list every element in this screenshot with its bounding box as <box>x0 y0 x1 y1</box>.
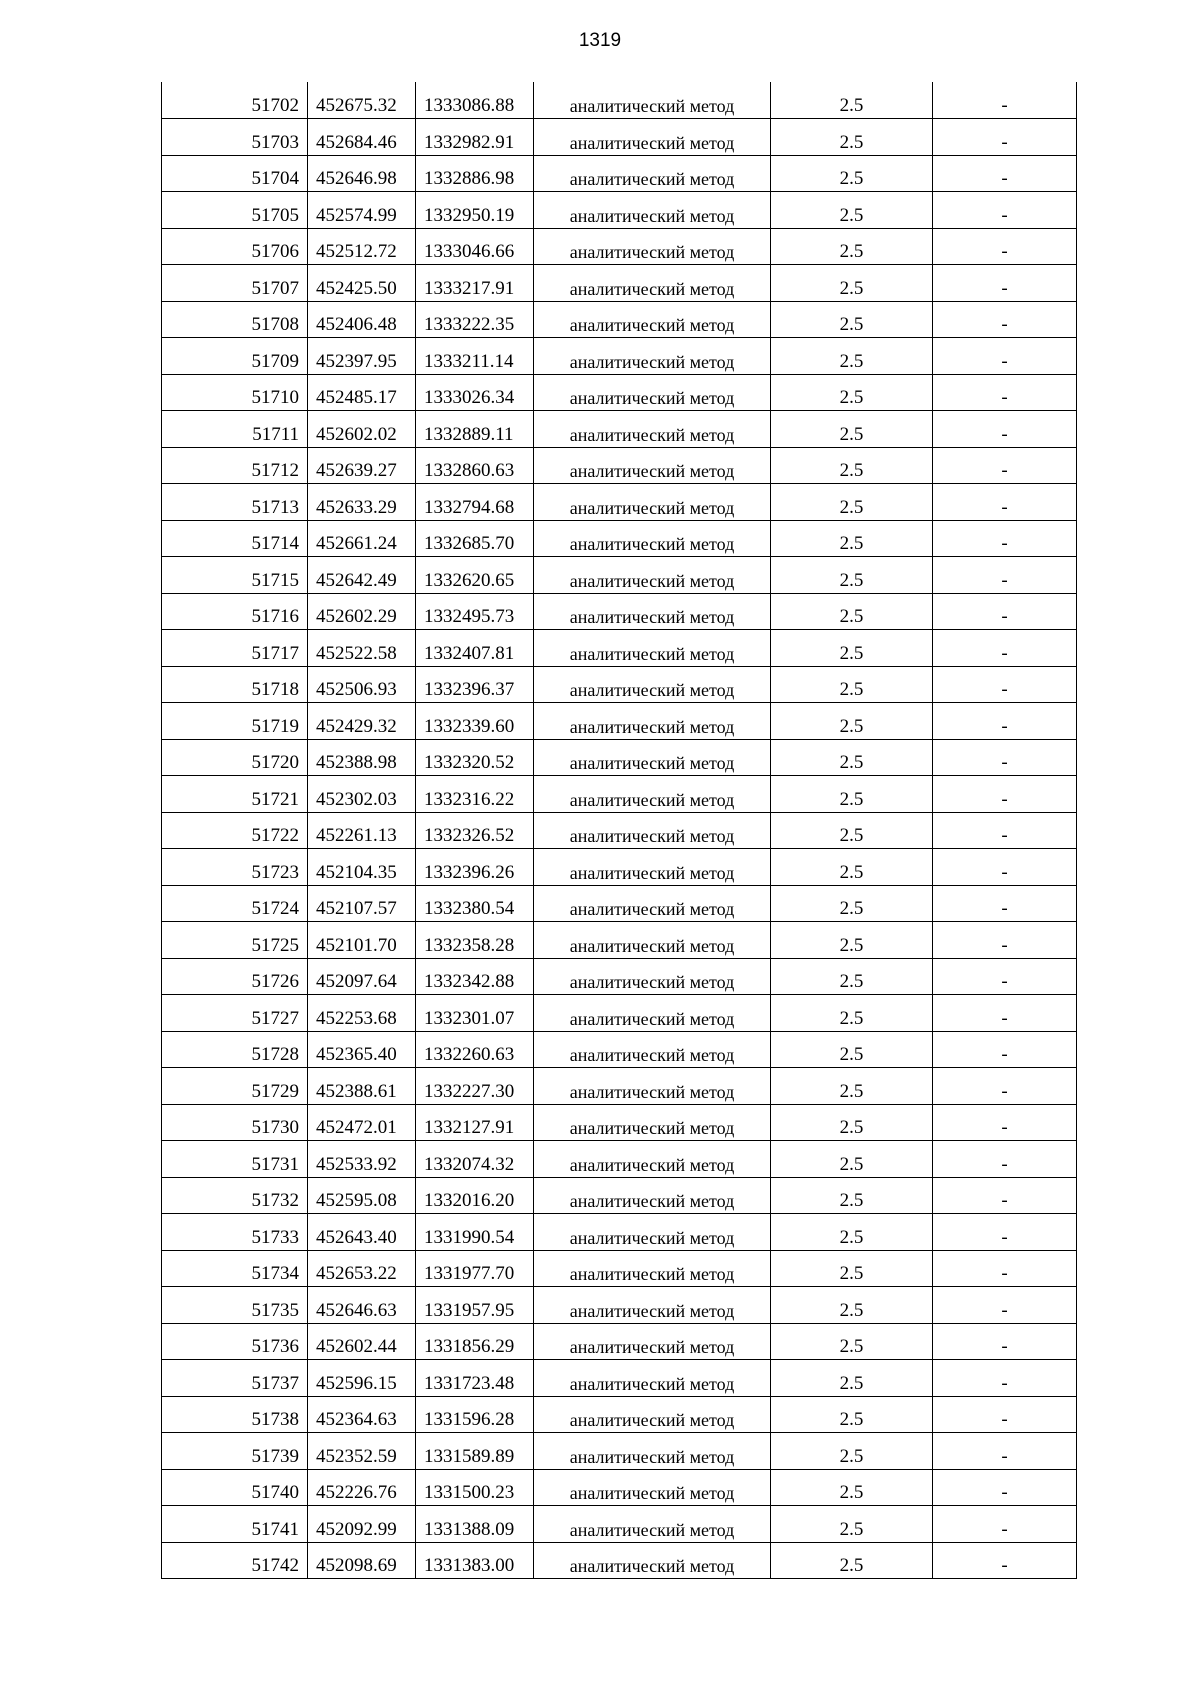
x-coordinate-cell: 452639.27 <box>308 447 416 484</box>
table-row <box>162 995 1077 1032</box>
point-number-cell: 51723 <box>162 849 308 886</box>
table-row <box>162 338 1077 375</box>
table-row <box>162 1396 1077 1433</box>
note-cell: - <box>933 630 1077 667</box>
point-number-cell: 51732 <box>162 1177 308 1214</box>
accuracy-cell: 2.5 <box>771 995 933 1032</box>
method-cell: аналитический метод <box>534 192 771 229</box>
x-coordinate-cell: 452352.59 <box>308 1433 416 1470</box>
accuracy-cell: 2.5 <box>771 1360 933 1397</box>
table-row <box>162 1031 1077 1068</box>
note-cell: - <box>933 593 1077 630</box>
point-number-cell: 51740 <box>162 1469 308 1506</box>
table-row <box>162 192 1077 229</box>
table-row <box>162 922 1077 959</box>
accuracy-cell: 2.5 <box>771 666 933 703</box>
point-number-cell: 51720 <box>162 739 308 776</box>
point-number-cell: 51726 <box>162 958 308 995</box>
table-row <box>162 1360 1077 1397</box>
y-coordinate-cell: 1333222.35 <box>416 301 534 338</box>
x-coordinate-cell: 452472.01 <box>308 1104 416 1141</box>
method-cell: аналитический метод <box>534 630 771 667</box>
table-row <box>162 265 1077 302</box>
point-number-cell: 51733 <box>162 1214 308 1251</box>
note-cell: - <box>933 411 1077 448</box>
point-number-cell: 51702 <box>162 82 308 119</box>
point-number-cell: 51724 <box>162 885 308 922</box>
accuracy-cell: 2.5 <box>771 484 933 521</box>
x-coordinate-cell: 452596.15 <box>308 1360 416 1397</box>
table-row <box>162 849 1077 886</box>
point-number-cell: 51725 <box>162 922 308 959</box>
x-coordinate-cell: 452429.32 <box>308 703 416 740</box>
method-cell: аналитический метод <box>534 155 771 192</box>
x-coordinate-cell: 452602.44 <box>308 1323 416 1360</box>
table-row <box>162 1542 1077 1579</box>
note-cell: - <box>933 739 1077 776</box>
table-row <box>162 557 1077 594</box>
method-cell: аналитический метод <box>534 1141 771 1178</box>
method-cell: аналитический метод <box>534 557 771 594</box>
y-coordinate-cell: 1332396.26 <box>416 849 534 886</box>
point-number-cell: 51715 <box>162 557 308 594</box>
method-cell: аналитический метод <box>534 995 771 1032</box>
accuracy-cell: 2.5 <box>771 593 933 630</box>
x-coordinate-cell: 452302.03 <box>308 776 416 813</box>
note-cell: - <box>933 703 1077 740</box>
table-row <box>162 1506 1077 1543</box>
y-coordinate-cell: 1333026.34 <box>416 374 534 411</box>
note-cell: - <box>933 338 1077 375</box>
y-coordinate-cell: 1333086.88 <box>416 82 534 119</box>
note-cell: - <box>933 1396 1077 1433</box>
note-cell: - <box>933 520 1077 557</box>
accuracy-cell: 2.5 <box>771 849 933 886</box>
y-coordinate-cell: 1331977.70 <box>416 1250 534 1287</box>
method-cell: аналитический метод <box>534 666 771 703</box>
method-cell: аналитический метод <box>534 922 771 959</box>
x-coordinate-cell: 452533.92 <box>308 1141 416 1178</box>
x-coordinate-cell: 452485.17 <box>308 374 416 411</box>
x-coordinate-cell: 452646.63 <box>308 1287 416 1324</box>
y-coordinate-cell: 1331957.95 <box>416 1287 534 1324</box>
x-coordinate-cell: 452092.99 <box>308 1506 416 1543</box>
table-row <box>162 630 1077 667</box>
table-row <box>162 1287 1077 1324</box>
x-coordinate-cell: 452602.29 <box>308 593 416 630</box>
point-number-cell: 51713 <box>162 484 308 521</box>
method-cell: аналитический метод <box>534 1214 771 1251</box>
note-cell: - <box>933 849 1077 886</box>
note-cell: - <box>933 192 1077 229</box>
x-coordinate-cell: 452397.95 <box>308 338 416 375</box>
accuracy-cell: 2.5 <box>771 411 933 448</box>
note-cell: - <box>933 265 1077 302</box>
y-coordinate-cell: 1332227.30 <box>416 1068 534 1105</box>
table-row <box>162 374 1077 411</box>
method-cell: аналитический метод <box>534 1542 771 1579</box>
method-cell: аналитический метод <box>534 119 771 156</box>
y-coordinate-cell: 1332339.60 <box>416 703 534 740</box>
method-cell: аналитический метод <box>534 776 771 813</box>
accuracy-cell: 2.5 <box>771 374 933 411</box>
table-row <box>162 1177 1077 1214</box>
x-coordinate-cell: 452364.63 <box>308 1396 416 1433</box>
accuracy-cell: 2.5 <box>771 1250 933 1287</box>
note-cell: - <box>933 995 1077 1032</box>
accuracy-cell: 2.5 <box>771 812 933 849</box>
y-coordinate-cell: 1332495.73 <box>416 593 534 630</box>
point-number-cell: 51717 <box>162 630 308 667</box>
y-coordinate-cell: 1332260.63 <box>416 1031 534 1068</box>
note-cell: - <box>933 1177 1077 1214</box>
accuracy-cell: 2.5 <box>771 1323 933 1360</box>
table-row <box>162 1214 1077 1251</box>
accuracy-cell: 2.5 <box>771 739 933 776</box>
y-coordinate-cell: 1331589.89 <box>416 1433 534 1470</box>
x-coordinate-cell: 452097.64 <box>308 958 416 995</box>
method-cell: аналитический метод <box>534 593 771 630</box>
table-row <box>162 739 1077 776</box>
point-number-cell: 51735 <box>162 1287 308 1324</box>
x-coordinate-cell: 452406.48 <box>308 301 416 338</box>
accuracy-cell: 2.5 <box>771 1141 933 1178</box>
note-cell: - <box>933 1542 1077 1579</box>
note-cell: - <box>933 666 1077 703</box>
y-coordinate-cell: 1332396.37 <box>416 666 534 703</box>
method-cell: аналитический метод <box>534 338 771 375</box>
table-row <box>162 1104 1077 1141</box>
method-cell: аналитический метод <box>534 739 771 776</box>
accuracy-cell: 2.5 <box>771 630 933 667</box>
note-cell: - <box>933 1433 1077 1470</box>
y-coordinate-cell: 1331990.54 <box>416 1214 534 1251</box>
accuracy-cell: 2.5 <box>771 447 933 484</box>
point-number-cell: 51742 <box>162 1542 308 1579</box>
x-coordinate-cell: 452675.32 <box>308 82 416 119</box>
table-row <box>162 301 1077 338</box>
table-row <box>162 776 1077 813</box>
table-row <box>162 411 1077 448</box>
table-row <box>162 703 1077 740</box>
point-number-cell: 51737 <box>162 1360 308 1397</box>
accuracy-cell: 2.5 <box>771 1469 933 1506</box>
y-coordinate-cell: 1332794.68 <box>416 484 534 521</box>
accuracy-cell: 2.5 <box>771 1031 933 1068</box>
y-coordinate-cell: 1332380.54 <box>416 885 534 922</box>
y-coordinate-cell: 1331596.28 <box>416 1396 534 1433</box>
accuracy-cell: 2.5 <box>771 1506 933 1543</box>
note-cell: - <box>933 1506 1077 1543</box>
x-coordinate-cell: 452633.29 <box>308 484 416 521</box>
x-coordinate-cell: 452646.98 <box>308 155 416 192</box>
accuracy-cell: 2.5 <box>771 338 933 375</box>
x-coordinate-cell: 452642.49 <box>308 557 416 594</box>
method-cell: аналитический метод <box>534 1433 771 1470</box>
method-cell: аналитический метод <box>534 484 771 521</box>
method-cell: аналитический метод <box>534 958 771 995</box>
accuracy-cell: 2.5 <box>771 155 933 192</box>
y-coordinate-cell: 1331388.09 <box>416 1506 534 1543</box>
x-coordinate-cell: 452261.13 <box>308 812 416 849</box>
y-coordinate-cell: 1332127.91 <box>416 1104 534 1141</box>
note-cell: - <box>933 1214 1077 1251</box>
point-number-cell: 51738 <box>162 1396 308 1433</box>
note-cell: - <box>933 447 1077 484</box>
method-cell: аналитический метод <box>534 1469 771 1506</box>
note-cell: - <box>933 812 1077 849</box>
point-number-cell: 51741 <box>162 1506 308 1543</box>
method-cell: аналитический метод <box>534 1177 771 1214</box>
note-cell: - <box>933 155 1077 192</box>
table-row <box>162 593 1077 630</box>
point-number-cell: 51728 <box>162 1031 308 1068</box>
y-coordinate-cell: 1332620.65 <box>416 557 534 594</box>
table-row <box>162 1323 1077 1360</box>
x-coordinate-cell: 452098.69 <box>308 1542 416 1579</box>
method-cell: аналитический метод <box>534 885 771 922</box>
accuracy-cell: 2.5 <box>771 776 933 813</box>
y-coordinate-cell: 1331723.48 <box>416 1360 534 1397</box>
point-number-cell: 51705 <box>162 192 308 229</box>
point-number-cell: 51710 <box>162 374 308 411</box>
accuracy-cell: 2.5 <box>771 119 933 156</box>
table-row <box>162 1068 1077 1105</box>
method-cell: аналитический метод <box>534 1360 771 1397</box>
note-cell: - <box>933 374 1077 411</box>
x-coordinate-cell: 452522.58 <box>308 630 416 667</box>
method-cell: аналитический метод <box>534 1250 771 1287</box>
accuracy-cell: 2.5 <box>771 301 933 338</box>
accuracy-cell: 2.5 <box>771 265 933 302</box>
accuracy-cell: 2.5 <box>771 703 933 740</box>
y-coordinate-cell: 1332886.98 <box>416 155 534 192</box>
table-row <box>162 1250 1077 1287</box>
y-coordinate-cell: 1332407.81 <box>416 630 534 667</box>
x-coordinate-cell: 452602.02 <box>308 411 416 448</box>
note-cell: - <box>933 82 1077 119</box>
y-coordinate-cell: 1332016.20 <box>416 1177 534 1214</box>
table-row <box>162 1433 1077 1470</box>
y-coordinate-cell: 1333217.91 <box>416 265 534 302</box>
point-number-cell: 51712 <box>162 447 308 484</box>
coordinates-table-body <box>162 82 1077 1579</box>
accuracy-cell: 2.5 <box>771 1104 933 1141</box>
x-coordinate-cell: 452506.93 <box>308 666 416 703</box>
x-coordinate-cell: 452643.40 <box>308 1214 416 1251</box>
note-cell: - <box>933 1360 1077 1397</box>
y-coordinate-cell: 1332074.32 <box>416 1141 534 1178</box>
x-coordinate-cell: 452512.72 <box>308 228 416 265</box>
point-number-cell: 51707 <box>162 265 308 302</box>
point-number-cell: 51718 <box>162 666 308 703</box>
method-cell: аналитический метод <box>534 1031 771 1068</box>
table-row <box>162 119 1077 156</box>
coordinates-table <box>161 82 1077 1579</box>
accuracy-cell: 2.5 <box>771 885 933 922</box>
accuracy-cell: 2.5 <box>771 1433 933 1470</box>
point-number-cell: 51734 <box>162 1250 308 1287</box>
point-number-cell: 51739 <box>162 1433 308 1470</box>
point-number-cell: 51714 <box>162 520 308 557</box>
method-cell: аналитический метод <box>534 411 771 448</box>
point-number-cell: 51706 <box>162 228 308 265</box>
method-cell: аналитический метод <box>534 301 771 338</box>
point-number-cell: 51736 <box>162 1323 308 1360</box>
x-coordinate-cell: 452684.46 <box>308 119 416 156</box>
accuracy-cell: 2.5 <box>771 82 933 119</box>
method-cell: аналитический метод <box>534 849 771 886</box>
method-cell: аналитический метод <box>534 228 771 265</box>
x-coordinate-cell: 452388.61 <box>308 1068 416 1105</box>
y-coordinate-cell: 1333046.66 <box>416 228 534 265</box>
y-coordinate-cell: 1332358.28 <box>416 922 534 959</box>
method-cell: аналитический метод <box>534 265 771 302</box>
table-row <box>162 666 1077 703</box>
x-coordinate-cell: 452595.08 <box>308 1177 416 1214</box>
note-cell: - <box>933 301 1077 338</box>
accuracy-cell: 2.5 <box>771 1287 933 1324</box>
method-cell: аналитический метод <box>534 447 771 484</box>
point-number-cell: 51716 <box>162 593 308 630</box>
method-cell: аналитический метод <box>534 1104 771 1141</box>
note-cell: - <box>933 1068 1077 1105</box>
method-cell: аналитический метод <box>534 703 771 740</box>
x-coordinate-cell: 452104.35 <box>308 849 416 886</box>
table-row <box>162 812 1077 849</box>
table-row <box>162 228 1077 265</box>
x-coordinate-cell: 452101.70 <box>308 922 416 959</box>
page-number: 1319 <box>578 30 622 51</box>
point-number-cell: 51704 <box>162 155 308 192</box>
y-coordinate-cell: 1332326.52 <box>416 812 534 849</box>
table-row <box>162 520 1077 557</box>
accuracy-cell: 2.5 <box>771 228 933 265</box>
point-number-cell: 51731 <box>162 1141 308 1178</box>
method-cell: аналитический метод <box>534 812 771 849</box>
y-coordinate-cell: 1331856.29 <box>416 1323 534 1360</box>
accuracy-cell: 2.5 <box>771 1396 933 1433</box>
y-coordinate-cell: 1333211.14 <box>416 338 534 375</box>
accuracy-cell: 2.5 <box>771 192 933 229</box>
point-number-cell: 51721 <box>162 776 308 813</box>
accuracy-cell: 2.5 <box>771 1214 933 1251</box>
note-cell: - <box>933 228 1077 265</box>
table-row <box>162 885 1077 922</box>
method-cell: аналитический метод <box>534 1287 771 1324</box>
point-number-cell: 51727 <box>162 995 308 1032</box>
point-number-cell: 51703 <box>162 119 308 156</box>
accuracy-cell: 2.5 <box>771 922 933 959</box>
accuracy-cell: 2.5 <box>771 520 933 557</box>
accuracy-cell: 2.5 <box>771 1542 933 1579</box>
y-coordinate-cell: 1332342.88 <box>416 958 534 995</box>
note-cell: - <box>933 1287 1077 1324</box>
table-row <box>162 1141 1077 1178</box>
y-coordinate-cell: 1332301.07 <box>416 995 534 1032</box>
x-coordinate-cell: 452653.22 <box>308 1250 416 1287</box>
method-cell: аналитический метод <box>534 1068 771 1105</box>
x-coordinate-cell: 452574.99 <box>308 192 416 229</box>
x-coordinate-cell: 452253.68 <box>308 995 416 1032</box>
method-cell: аналитический метод <box>534 1396 771 1433</box>
accuracy-cell: 2.5 <box>771 958 933 995</box>
x-coordinate-cell: 452226.76 <box>308 1469 416 1506</box>
point-number-cell: 51709 <box>162 338 308 375</box>
method-cell: аналитический метод <box>534 1506 771 1543</box>
point-number-cell: 51722 <box>162 812 308 849</box>
y-coordinate-cell: 1332320.52 <box>416 739 534 776</box>
note-cell: - <box>933 1469 1077 1506</box>
point-number-cell: 51711 <box>162 411 308 448</box>
note-cell: - <box>933 1250 1077 1287</box>
y-coordinate-cell: 1331383.00 <box>416 1542 534 1579</box>
note-cell: - <box>933 1104 1077 1141</box>
method-cell: аналитический метод <box>534 520 771 557</box>
note-cell: - <box>933 885 1077 922</box>
y-coordinate-cell: 1332950.19 <box>416 192 534 229</box>
note-cell: - <box>933 1323 1077 1360</box>
accuracy-cell: 2.5 <box>771 1068 933 1105</box>
y-coordinate-cell: 1332316.22 <box>416 776 534 813</box>
note-cell: - <box>933 1141 1077 1178</box>
method-cell: аналитический метод <box>534 374 771 411</box>
accuracy-cell: 2.5 <box>771 557 933 594</box>
x-coordinate-cell: 452107.57 <box>308 885 416 922</box>
point-number-cell: 51719 <box>162 703 308 740</box>
y-coordinate-cell: 1332685.70 <box>416 520 534 557</box>
note-cell: - <box>933 922 1077 959</box>
note-cell: - <box>933 557 1077 594</box>
table-row <box>162 82 1077 119</box>
table-row <box>162 484 1077 521</box>
accuracy-cell: 2.5 <box>771 1177 933 1214</box>
note-cell: - <box>933 1031 1077 1068</box>
x-coordinate-cell: 452425.50 <box>308 265 416 302</box>
point-number-cell: 51708 <box>162 301 308 338</box>
x-coordinate-cell: 452661.24 <box>308 520 416 557</box>
note-cell: - <box>933 776 1077 813</box>
x-coordinate-cell: 452365.40 <box>308 1031 416 1068</box>
note-cell: - <box>933 119 1077 156</box>
table-row <box>162 447 1077 484</box>
method-cell: аналитический метод <box>534 82 771 119</box>
y-coordinate-cell: 1332889.11 <box>416 411 534 448</box>
note-cell: - <box>933 958 1077 995</box>
table-row <box>162 958 1077 995</box>
table-row <box>162 1469 1077 1506</box>
x-coordinate-cell: 452388.98 <box>308 739 416 776</box>
y-coordinate-cell: 1331500.23 <box>416 1469 534 1506</box>
method-cell: аналитический метод <box>534 1323 771 1360</box>
point-number-cell: 51729 <box>162 1068 308 1105</box>
point-number-cell: 51730 <box>162 1104 308 1141</box>
y-coordinate-cell: 1332860.63 <box>416 447 534 484</box>
table-row <box>162 155 1077 192</box>
note-cell: - <box>933 484 1077 521</box>
y-coordinate-cell: 1332982.91 <box>416 119 534 156</box>
